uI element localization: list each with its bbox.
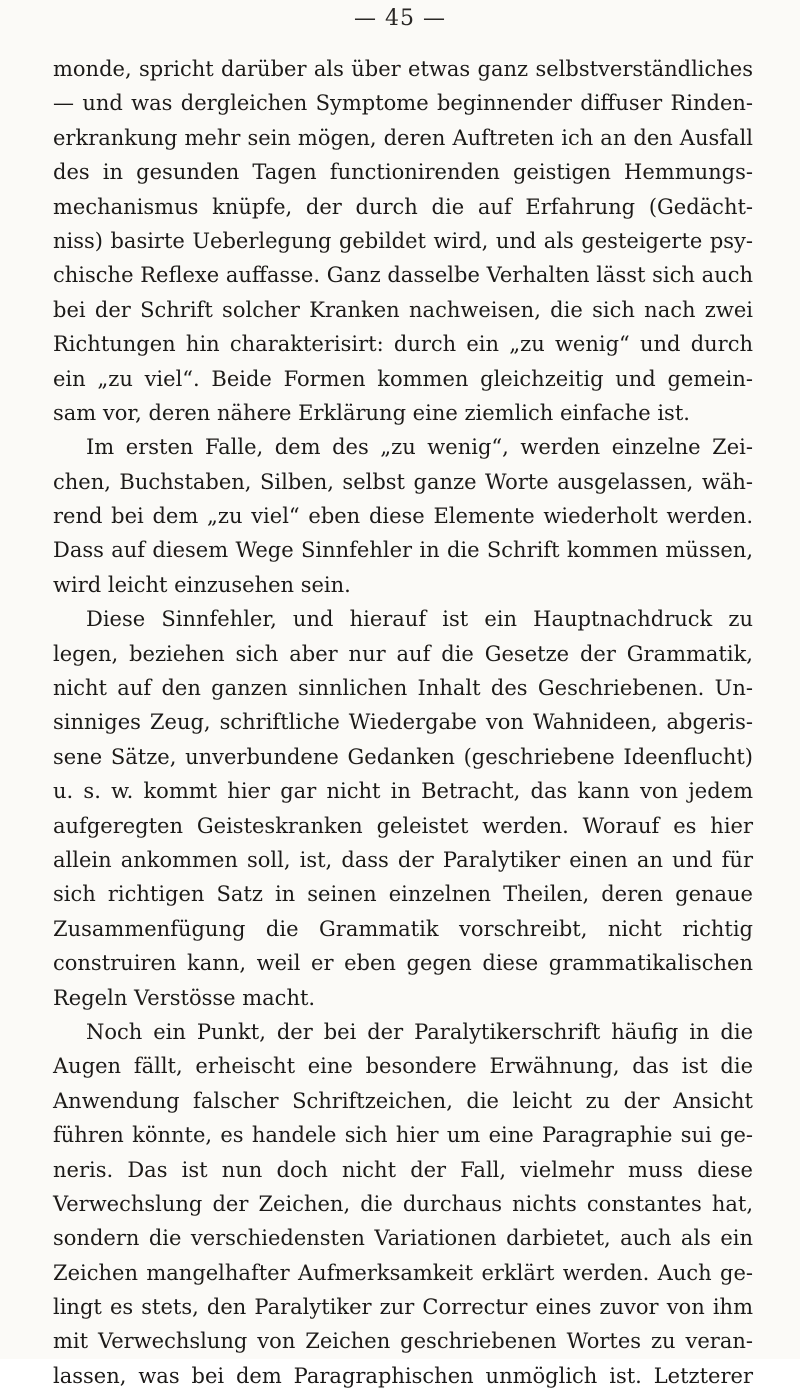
text-line: lingt es stets, den Paralytiker zur Correctur eines zuvor von ihm: [53, 1295, 753, 1320]
text-line: erkrankung mehr sein mögen, deren Auftreten ich an den Ausfall: [53, 125, 753, 150]
text-line: sinniges Zeug, schriftliche Wiedergabe von Wahnideen, abgeris-: [53, 710, 753, 735]
text-line: niss) basirte Ueberlegung gebildet wird, und als gesteigerte psy-: [53, 228, 753, 253]
text-line: sondern die verschiedensten Variationen darbietet, auch als ein: [53, 1226, 753, 1251]
text-line: legen, beziehen sich aber nur auf die Gesetze der Grammatik,: [53, 641, 753, 666]
text-line: bei der Schrift solcher Kranken nachweisen, die sich nach zwei: [53, 297, 753, 322]
text-line: chische Reflexe auffasse. Ganz dasselbe Verhalten lässt sich auch: [53, 263, 753, 288]
text-line: construiren kann, weil er eben gegen diese grammatikalischen: [53, 951, 753, 976]
text-line: Zeichen mangelhafter Aufmerksamkeit erklärt werden. Auch ge-: [53, 1260, 753, 1285]
text-line: chen, Buchstaben, Silben, selbst ganze Worte ausgelassen, wäh-: [53, 469, 753, 494]
text-line: lassen, was bei dem Paragraphischen unmöglich ist. Letzterer: [53, 1363, 753, 1388]
text-line: ein „zu viel“. Beide Formen kommen gleichzeitig und gemein-: [53, 366, 753, 391]
text-line: sam vor, deren nähere Erklärung eine ziemlich einfache ist.: [53, 400, 690, 425]
text-line: Im ersten Falle, dem des „zu wenig“, werden einzelne Zei-: [86, 435, 753, 460]
text-line: Zusammenfügung die Grammatik vorschreibt, nicht richtig: [53, 916, 753, 941]
text-line: Diese Sinnfehler, und hierauf ist ein Hauptnachdruck zu: [86, 607, 753, 632]
text-line: aufgeregten Geisteskranken geleistet werden. Worauf es hier: [53, 813, 753, 838]
text-line: — und was dergleichen Symptome beginnender diffuser Rinden-: [53, 91, 753, 116]
text-line: rend bei dem „zu viel“ eben diese Elemente wiederholt werden.: [53, 504, 753, 529]
text-line: nicht auf den ganzen sinnlichen Inhalt des Geschriebenen. Un-: [53, 676, 753, 701]
text-line: Verwechslung der Zeichen, die durchaus nichts constantes hat,: [53, 1191, 753, 1216]
text-line: monde, spricht darüber als über etwas ganz selbstverständliches: [53, 57, 753, 81]
text-line: Noch ein Punkt, der bei der Paralytikerschrift häufig in die: [86, 1019, 753, 1044]
text-line: Dass auf diesem Wege Sinnfehler in die Schrift kommen müssen,: [53, 538, 753, 563]
text-line: Richtungen hin charakterisirt: durch ein „zu wenig“ und durch: [53, 332, 753, 357]
text-line: sene Sätze, unverbundene Gedanken (geschriebene Ideenflucht): [53, 744, 753, 769]
text-line: mit Verwechslung von Zeichen geschriebenen Wortes zu veran-: [53, 1329, 753, 1354]
text-line: Regeln Verstösse macht.: [53, 985, 316, 1010]
page-number: — 45 —: [354, 6, 446, 31]
text-line: mechanismus knüpfe, der durch die auf Erfahrung (Gedächt-: [53, 194, 753, 219]
text-line: sich richtigen Satz in seinen einzelnen Theilen, deren genaue: [53, 882, 753, 907]
text-line: allein ankommen soll, ist, dass der Paralytiker einen an und für: [53, 847, 753, 872]
text-line: wird leicht einzusehen sein.: [53, 572, 351, 597]
text-line: führen könnte, es handele sich hier um eine Paragraphie sui ge-: [53, 1123, 753, 1148]
text-line: Anwendung falscher Schriftzeichen, die leicht zu der Ansicht: [53, 1088, 753, 1113]
text-line: Augen fällt, erheischt eine besondere Erwähnung, das ist die: [53, 1054, 753, 1079]
text-line: neris. Das ist nun doch nicht der Fall, vielmehr muss diese: [53, 1157, 753, 1182]
body-text: [53, 52, 753, 1393]
text-line: u. s. w. kommt hier gar nicht in Betracht, das kann von jedem: [53, 779, 753, 804]
text-line: des in gesunden Tagen functionirenden geistigen Hemmungs-: [53, 160, 753, 185]
